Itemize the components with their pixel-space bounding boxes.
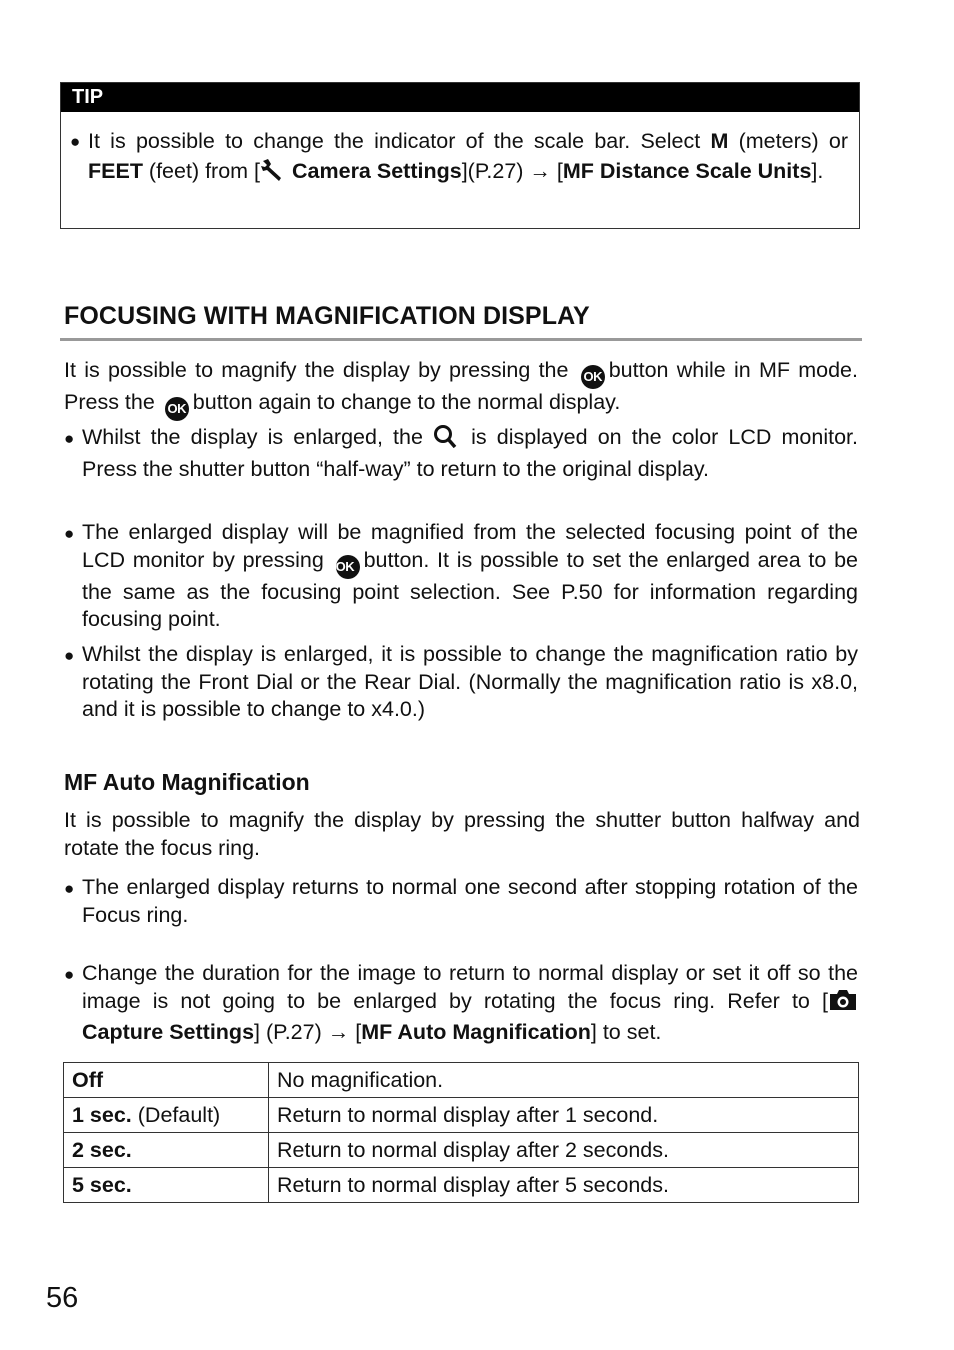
tip-box (60, 82, 860, 229)
table-row (64, 1063, 859, 1098)
list-item: ● Whilst the display is enlarged, it is possible to change the magnification ratio by rotating the Front Dial or the Rear Dial. (Normally the magnification ratio is x8.0, and it is possible to change to x4.0.) (64, 642, 858, 721)
options-table (63, 1062, 859, 1203)
page-number: 56 (46, 1282, 79, 1314)
tip-body (70, 127, 848, 190)
list-item: ● Change the duration for the image to return to normal display or set it off so the image is not going to be enlarged by rotating the focus ring. Refer to [ Capture Settings] (P.27) → [MF Auto Magnification] to set. (64, 961, 858, 1044)
table-row (64, 1168, 859, 1203)
camera-icon (828, 988, 858, 1020)
bullet: ● (64, 524, 75, 543)
subsection-title: MF Auto Magnification (64, 769, 310, 795)
option-cell: 5 sec. (64, 1168, 269, 1203)
subsection-intro: It is possible to magnify the display by pressing the shutter button halfway and rotate the focus ring. (64, 808, 860, 860)
description-cell: Return to normal display after 2 seconds. (269, 1133, 859, 1168)
option-cell: 2 sec. (64, 1133, 269, 1168)
bullet: ● (64, 879, 75, 898)
section-title: FOCUSING WITH MAGNIFICATION DISPLAY (64, 302, 590, 330)
description-cell: Return to normal display after 5 seconds. (269, 1168, 859, 1203)
wrench-icon (260, 158, 286, 191)
description-cell: Return to normal display after 1 second. (269, 1098, 859, 1133)
ok-button-icon: OK (336, 555, 360, 579)
option-cell: Off (64, 1063, 269, 1098)
table-row (64, 1098, 859, 1133)
bullet: ● (64, 429, 75, 448)
tip-text: It is possible to change the indicator of the scale bar. Select M (meters) or FEET (feet) from [ Camera Settings](P.27) → [MF Distance Scale Units]. (88, 127, 848, 190)
tip-header: TIP (61, 83, 859, 112)
section-intro: It is possible to magnify the display by pressing the OK button while in MF mode. Press the OK button again to change to the normal display. (64, 357, 858, 421)
list-item: ● Whilst the display is enlarged, the is displayed on the color LCD monitor. Press the shutter button “half-way” to return to the original display. (64, 425, 859, 481)
table-row (64, 1133, 859, 1168)
ok-button-icon: OK (165, 397, 189, 421)
list-item: ● The enlarged display returns to normal one second after stopping rotation of the Focus ring. (64, 875, 858, 927)
title-rule (60, 338, 862, 341)
magnifier-icon (433, 424, 461, 456)
bullet: ● (64, 965, 75, 984)
description-cell: No magnification. (269, 1063, 859, 1098)
bullet: ● (64, 646, 75, 665)
bullet: ● (70, 132, 81, 151)
ok-button-icon: OK (581, 365, 605, 389)
option-cell: 1 sec. (Default) (64, 1098, 269, 1133)
list-item: ● The enlarged display will be magnified from the selected focusing point of the LCD monitor by pressing OK button. It is possible to set the enlarged area to be the same as the focusing point selection. See P.50 for information regarding focusing point. (64, 520, 858, 631)
